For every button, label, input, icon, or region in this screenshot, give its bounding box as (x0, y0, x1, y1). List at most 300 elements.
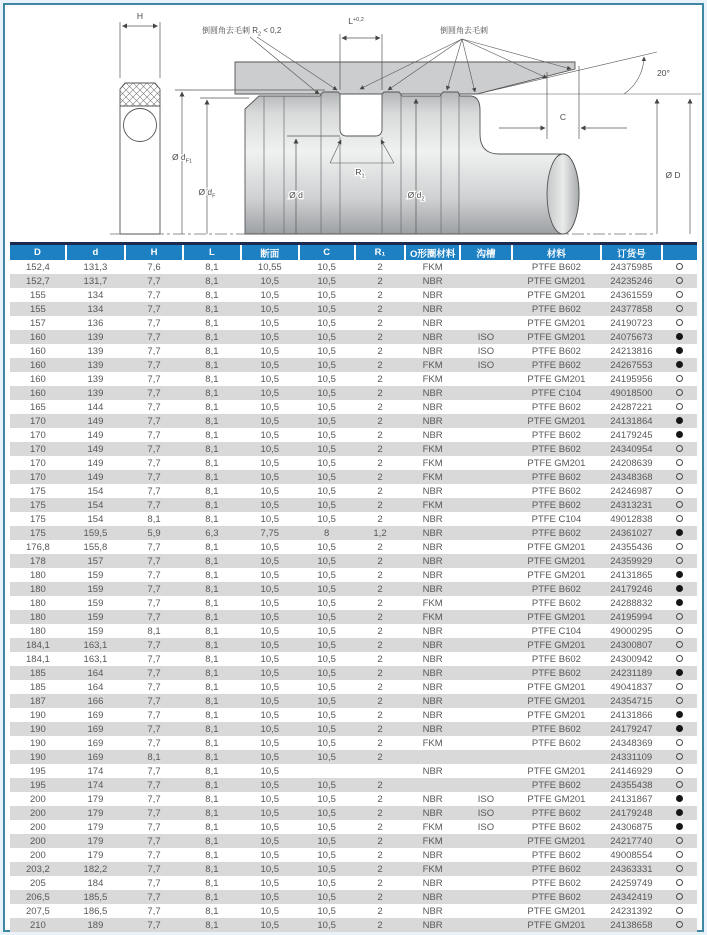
cell: 2 (377, 681, 383, 693)
cell: 144 (87, 401, 104, 413)
open-circle-icon (676, 697, 683, 704)
cell: 159 (87, 597, 104, 609)
cell: 10,5 (299, 498, 355, 512)
cell: 10,5 (317, 877, 336, 889)
cell: PTFE B602 (531, 597, 581, 609)
cell: 190 (10, 750, 66, 764)
cell: PTFE B602 (531, 429, 581, 441)
availability-cell (662, 288, 697, 302)
availability-cell (662, 680, 697, 694)
availability-cell (662, 554, 697, 568)
cell: 2 (355, 918, 406, 932)
availability-cell (662, 414, 697, 428)
cell (460, 372, 512, 386)
cell: 8,1 (205, 765, 219, 777)
cell: NBR (422, 429, 443, 441)
seal-cross-section (120, 83, 160, 234)
cell: 24354715 (601, 694, 662, 708)
cell: 10,5 (299, 666, 355, 680)
cell: 154 (87, 513, 104, 525)
cell: 24195956 (610, 373, 653, 385)
availability-cell (662, 428, 697, 442)
cell: PTFE GM201 (512, 638, 601, 652)
table-row (10, 512, 697, 526)
cell: 7,7 (125, 610, 183, 624)
cell: PTFE GM201 (527, 905, 586, 917)
cell (460, 498, 512, 512)
cell: 8,1 (205, 317, 219, 329)
cell: PTFE B602 (531, 261, 581, 273)
cell (460, 288, 512, 302)
availability-cell (662, 694, 697, 708)
cell: 24179246 (601, 582, 662, 596)
cell: 210 (10, 918, 66, 932)
cell: 155 (10, 302, 66, 316)
cell: PTFE GM201 (512, 414, 601, 428)
size-table (10, 242, 697, 932)
cell (460, 526, 512, 540)
cell: PTFE B602 (512, 358, 601, 372)
cell: 7,6 (147, 261, 161, 273)
cell: 8,1 (205, 653, 219, 665)
cell: 10,5 (260, 289, 280, 301)
cell (460, 540, 512, 554)
cell: 24208639 (610, 457, 653, 469)
cell: 24179247 (601, 722, 662, 736)
cell: PTFE B602 (531, 401, 581, 413)
cell: 10,5 (260, 457, 280, 469)
cell: PTFE B602 (512, 442, 601, 456)
cell: 10,5 (260, 317, 280, 329)
cell: 152,7 (10, 274, 66, 288)
cell: NBR (405, 526, 459, 540)
cell: 7,7 (125, 834, 183, 848)
cell (460, 484, 512, 498)
cell: 10,5 (299, 330, 355, 344)
cell: 24235246 (601, 274, 662, 288)
cell: 149 (87, 457, 104, 469)
cell: 190 (10, 722, 66, 736)
table-row (10, 736, 697, 750)
col-header-groove: 沟槽 (460, 245, 512, 260)
cell: 24267553 (601, 358, 662, 372)
cell: PTFE GM201 (527, 373, 586, 385)
cell: 8,1 (205, 877, 219, 889)
cell: 7,7 (125, 358, 183, 372)
cell: 2 (377, 877, 383, 889)
cell: 200 (29, 821, 46, 833)
cell: 49008554 (610, 849, 653, 861)
cell: 8,1 (205, 681, 219, 693)
cell: 10,5 (317, 429, 336, 441)
table-row (10, 554, 697, 568)
cell: 10,5 (260, 905, 280, 917)
angle-label: 20° (657, 68, 670, 78)
cell: 2 (377, 373, 383, 385)
cell: 7,7 (147, 569, 161, 581)
availability-cell (662, 372, 697, 386)
cell: 24190723 (610, 317, 653, 329)
availability-cell (662, 484, 697, 498)
cell (460, 316, 512, 330)
cell: 149 (87, 429, 104, 441)
cell: 10,5 (241, 918, 299, 932)
cell (460, 400, 512, 414)
col-header-availability (662, 245, 697, 260)
cell (460, 554, 512, 568)
cell: PTFE GM201 (512, 610, 601, 624)
cell: 10,5 (260, 681, 280, 693)
cell: 10,5 (260, 737, 280, 749)
cell: 10,5 (241, 274, 299, 288)
cell: 8,1 (205, 373, 219, 385)
table-row (10, 568, 697, 582)
dim-h (120, 22, 160, 78)
open-circle-icon (676, 753, 683, 760)
cell: PTFE B602 (512, 862, 601, 876)
cell (460, 568, 512, 582)
cell: 10,5 (317, 541, 336, 553)
cell: 10,5 (299, 750, 355, 764)
cell: PTFE B602 (531, 653, 581, 665)
cell: 10,5 (299, 610, 355, 624)
cell: 169 (87, 737, 104, 749)
cell: 10,5 (317, 709, 336, 721)
open-circle-icon (676, 627, 683, 634)
cell: 10,5 (299, 386, 355, 400)
col-header-H: H (125, 245, 183, 260)
open-circle-icon (676, 865, 683, 872)
cell: 10,5 (241, 414, 299, 428)
table-row (10, 372, 697, 386)
cell: 10,5 (317, 849, 336, 861)
cell: 2 (377, 849, 383, 861)
cell: 24131865 (610, 569, 653, 581)
dia-d-label: Ø d (289, 190, 303, 200)
table-row (10, 666, 697, 680)
cell: 8,1 (205, 849, 219, 861)
cell: 190 (29, 737, 46, 749)
table-row (10, 820, 697, 834)
open-circle-icon (676, 851, 683, 858)
cell: 24179245 (610, 429, 653, 441)
cell: 7,7 (147, 485, 161, 497)
cell (460, 302, 512, 316)
cell: 8,1 (205, 597, 219, 609)
cell: 8,1 (183, 554, 241, 568)
cell: 8,1 (205, 541, 219, 553)
cell: 7,7 (125, 274, 183, 288)
filled-circle-icon (676, 361, 683, 368)
cell: PTFE B602 (531, 877, 581, 889)
cell: PTFE GM201 (527, 709, 586, 721)
table-row (10, 344, 697, 358)
cell (460, 708, 512, 722)
cell: 169 (87, 709, 104, 721)
filled-circle-icon (676, 333, 683, 340)
cell: 2 (355, 862, 406, 876)
table-row (10, 722, 697, 736)
cell: 49000295 (610, 625, 653, 637)
cell: 159 (87, 569, 104, 581)
availability-cell (662, 344, 697, 358)
cell: 7,7 (147, 373, 161, 385)
cell (460, 764, 512, 778)
cell: 2 (377, 597, 383, 609)
cell: 8,1 (183, 694, 241, 708)
cell: 2 (377, 457, 383, 469)
cell: 180 (29, 569, 46, 581)
cell: NBR (405, 274, 459, 288)
cell: 184,1 (10, 638, 66, 652)
cell: 10,5 (260, 653, 280, 665)
cell: 190 (29, 709, 46, 721)
cell: 7,7 (147, 317, 161, 329)
cell: 10,5 (241, 330, 299, 344)
table-row (10, 680, 697, 694)
cell: 10,5 (299, 554, 355, 568)
cell: 169 (66, 750, 125, 764)
cell: NBR (422, 513, 443, 525)
cell: 131,3 (83, 261, 108, 273)
open-circle-icon (676, 473, 683, 480)
cell (460, 260, 512, 274)
table-row (10, 890, 697, 904)
availability-cell (662, 904, 697, 918)
cell: 10,5 (317, 485, 336, 497)
open-circle-icon (676, 305, 683, 312)
cell: PTFE GM201 (512, 274, 601, 288)
cell: NBR (422, 625, 443, 637)
cell: 2 (377, 513, 383, 525)
cell: 185 (10, 666, 66, 680)
cell: 10,5 (299, 722, 355, 736)
cell: 2 (377, 429, 383, 441)
open-circle-icon (676, 683, 683, 690)
cell: 176,8 (26, 541, 50, 553)
col-header-L: L (183, 245, 241, 260)
table-row (10, 652, 697, 666)
cell: 24377858 (601, 302, 662, 316)
cell: 2 (377, 793, 383, 805)
cell: FKM (422, 457, 443, 469)
cell: 163,1 (83, 653, 108, 665)
cell: PTFE B602 (512, 470, 601, 484)
open-circle-icon (676, 641, 683, 648)
filled-circle-icon (676, 431, 683, 438)
table-row (10, 540, 697, 554)
cell: 8,1 (183, 666, 241, 680)
dia-D-label: Ø D (665, 170, 681, 180)
availability-cell (662, 456, 697, 470)
cell: 185,5 (66, 890, 125, 904)
cell: PTFE GM201 (527, 765, 586, 777)
cell: 24306875 (610, 821, 653, 833)
cell: 10,5 (317, 681, 336, 693)
cell: 5,9 (125, 526, 183, 540)
cell: NBR (422, 681, 443, 693)
cell: FKM (422, 821, 443, 833)
cell: 180 (29, 625, 46, 637)
cell: 134 (87, 289, 104, 301)
cell: 2 (355, 498, 406, 512)
cell: 139 (66, 330, 125, 344)
cell: 8,1 (183, 834, 241, 848)
cell: 159 (87, 625, 104, 637)
availability-cell (662, 624, 697, 638)
cell: 10,5 (299, 442, 355, 456)
open-circle-icon (676, 907, 683, 914)
cell: 2 (377, 821, 383, 833)
cell: 24363331 (601, 862, 662, 876)
cell: 139 (66, 386, 125, 400)
cell: PTFE B602 (512, 498, 601, 512)
cell: PTFE B602 (512, 890, 601, 904)
cell: NBR (422, 849, 443, 861)
cell: PTFE B602 (531, 345, 581, 357)
cell: 149 (66, 414, 125, 428)
cell: 8,1 (183, 638, 241, 652)
cell: 154 (87, 485, 104, 497)
cell: 10,5 (317, 317, 336, 329)
cell: 10,5 (260, 373, 280, 385)
open-circle-icon (676, 389, 683, 396)
cell: 24179248 (601, 806, 662, 820)
cell: 8,1 (205, 429, 219, 441)
filled-circle-icon (676, 725, 683, 732)
cell: 2 (355, 386, 406, 400)
cell: 10,5 (317, 737, 336, 749)
cell: NBR (422, 289, 443, 301)
cell: 24342419 (601, 890, 662, 904)
cell (460, 596, 512, 610)
cell: 152,4 (26, 261, 50, 273)
cell: 10,5 (241, 750, 299, 764)
cell: FKM (405, 834, 459, 848)
availability-cell (662, 918, 697, 932)
availability-cell (662, 876, 697, 890)
cell: 7,7 (125, 442, 183, 456)
open-circle-icon (676, 543, 683, 550)
cell: 10,5 (241, 890, 299, 904)
cell: 10,5 (241, 498, 299, 512)
cell: 49018500 (601, 386, 662, 400)
cell: NBR (422, 905, 443, 917)
cell: 159 (66, 582, 125, 596)
cell: 2 (377, 905, 383, 917)
cell: 182,2 (66, 862, 125, 876)
availability-cell (662, 736, 697, 750)
cell (460, 456, 512, 470)
cell: NBR (422, 401, 443, 413)
cell: 7,7 (125, 638, 183, 652)
cell: 49041837 (610, 681, 653, 693)
table-row (10, 638, 697, 652)
cell: 2 (355, 470, 406, 484)
cell: 2 (355, 834, 406, 848)
cell: 2 (355, 358, 406, 372)
cell: PTFE GM201 (527, 793, 586, 805)
cell: 24231392 (610, 905, 653, 917)
availability-cell (662, 316, 697, 330)
cell: 7,7 (125, 890, 183, 904)
cell: 139 (66, 358, 125, 372)
cell: 10,5 (241, 722, 299, 736)
cell: 10,5 (317, 457, 336, 469)
cell: 24300807 (601, 638, 662, 652)
cell: NBR (422, 709, 443, 721)
cell: 2 (377, 485, 383, 497)
cell: 7,75 (241, 526, 299, 540)
cell: 180 (10, 610, 66, 624)
cell: 8,1 (183, 358, 241, 372)
cell: 155,8 (83, 541, 108, 553)
cell: 24246987 (610, 485, 653, 497)
cell: 2 (355, 778, 406, 792)
cell: NBR (405, 330, 459, 344)
cell: 24331109 (601, 750, 662, 764)
availability-cell (662, 330, 697, 344)
open-circle-icon (676, 879, 683, 886)
availability-cell (662, 792, 697, 806)
cell: 10,5 (241, 554, 299, 568)
cell: 2 (377, 401, 383, 413)
cell: 7,7 (125, 470, 183, 484)
cell: 200 (10, 834, 66, 848)
cell: 2 (377, 709, 383, 721)
cell: 10,5 (317, 625, 336, 637)
cell: 24340954 (601, 442, 662, 456)
cell: 10,5 (241, 470, 299, 484)
cell: 10,5 (241, 806, 299, 820)
cell: 7,7 (125, 806, 183, 820)
cell: 24213816 (610, 345, 653, 357)
table-row (10, 708, 697, 722)
cell: 170 (10, 442, 66, 456)
filled-circle-icon (676, 585, 683, 592)
cell: 160 (29, 345, 46, 357)
cell: 10,5 (241, 778, 299, 792)
availability-cell (662, 862, 697, 876)
cell: 203,2 (10, 862, 66, 876)
open-circle-icon (676, 557, 683, 564)
cell: 8,1 (205, 625, 219, 637)
cell (460, 750, 512, 764)
availability-cell (662, 750, 697, 764)
table-row (10, 750, 697, 764)
cell: 180 (10, 582, 66, 596)
cell: 10,5 (317, 401, 336, 413)
cell: 24259749 (610, 877, 653, 889)
cell: 206,5 (10, 890, 66, 904)
cell: PTFE B602 (531, 821, 581, 833)
cell: PTFE GM201 (527, 457, 586, 469)
cell: 10,5 (260, 513, 280, 525)
cell: 163,1 (66, 638, 125, 652)
cell: 179 (87, 793, 104, 805)
cell: 10,5 (317, 653, 336, 665)
open-circle-icon (676, 921, 683, 928)
cell: PTFE GM201 (527, 317, 586, 329)
cell: 179 (87, 849, 104, 861)
cell: 175 (10, 498, 66, 512)
cell: 8,1 (183, 498, 241, 512)
cell: 159 (66, 610, 125, 624)
table-row (10, 274, 697, 288)
cell (460, 512, 512, 526)
availability-cell (662, 890, 697, 904)
availability-cell (662, 582, 697, 596)
